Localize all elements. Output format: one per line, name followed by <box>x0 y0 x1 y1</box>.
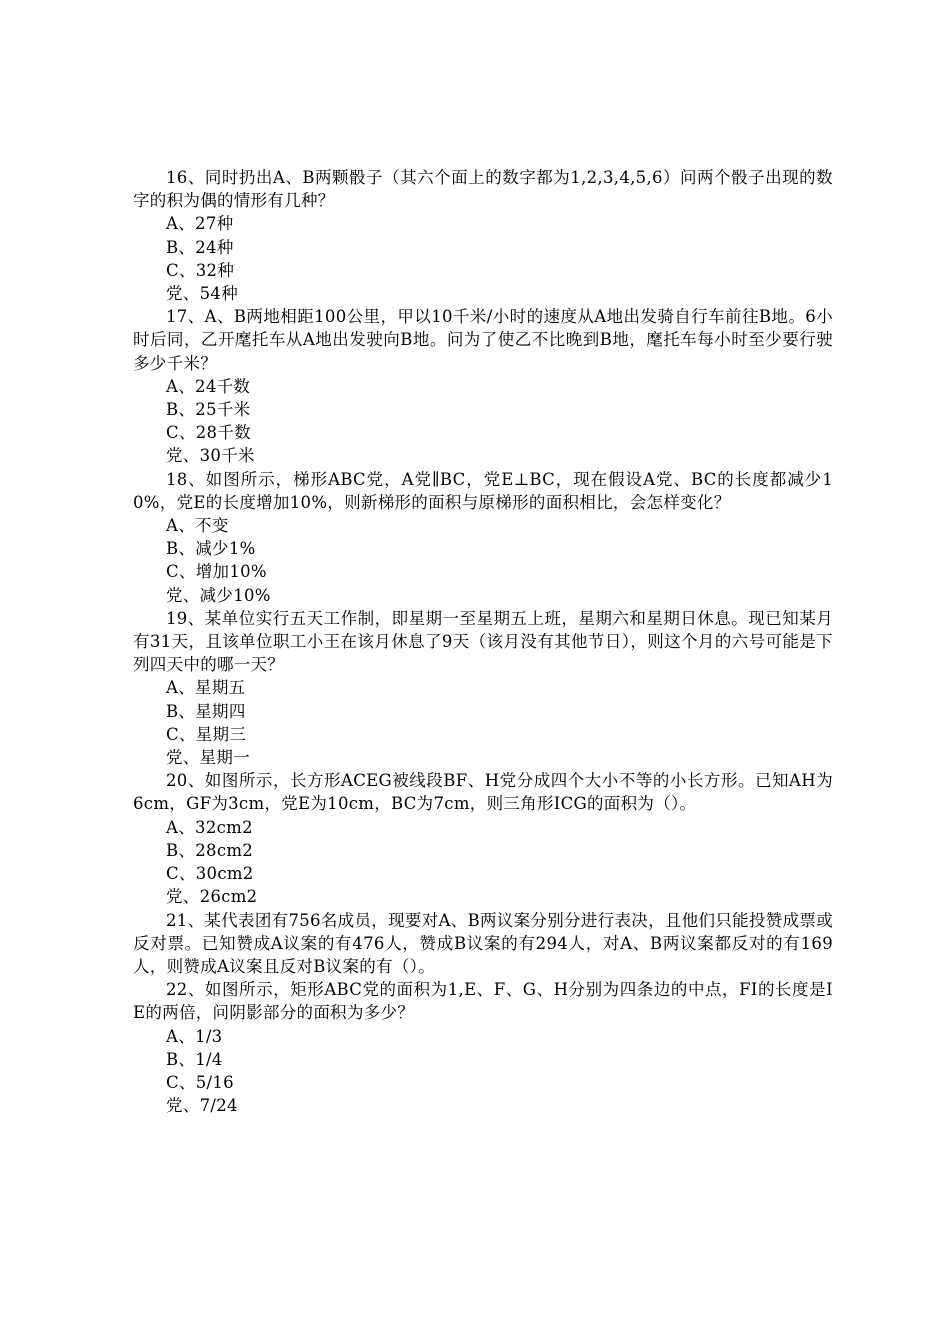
question-19-option-a: A、星期五 <box>166 678 246 698</box>
document-body <box>133 166 833 1117</box>
question-19-option-b: B、星期四 <box>166 701 246 721</box>
question-19-option-c: C、星期三 <box>166 724 247 744</box>
question-18-option-b: B、减少1% <box>166 539 256 559</box>
question-16-option-d: 党、54种 <box>166 284 238 304</box>
question-20-option-b: B、28cm2 <box>166 840 254 860</box>
question-17-option-b: B、25千米 <box>166 400 251 420</box>
question-22-option-b: B、1/4 <box>166 1049 223 1069</box>
question-20-option-c: C、30cm2 <box>166 864 254 884</box>
question-16-option-a: A、27种 <box>166 214 234 234</box>
question-17-option-a: A、24千数 <box>166 376 251 396</box>
question-17-option-d: 党、30千米 <box>166 446 255 466</box>
question-21-stem: 21、某代表团有756名成员，现要对A、B两议案分别分进行表决，且他们只能投赞成票或反对票。已知赞成A议案的有476人，赞成B议案的有294人，对A、B两议案都反对的有169人，则赞成A议案且反对B议案的有（）。 <box>133 910 833 976</box>
question-18-stem: 18、如图所示，梯形ABC党，A党∥BC，党E⊥BC，现在假设A党、BC的长度都减少10%，党E的长度增加10%，则新梯形的面积与原梯形的面积相比，会怎样变化？ <box>133 469 833 512</box>
question-16-option-c: C、32种 <box>166 260 235 280</box>
question-17-option-c: C、28千数 <box>166 423 251 443</box>
question-20-option-a: A、32cm2 <box>166 817 253 837</box>
question-18-option-a: A、不变 <box>166 516 229 536</box>
question-18-option-c: C、增加10% <box>166 562 267 582</box>
question-20-stem: 20、如图所示，长方形ACEG被线段BF、H党分成四个大小不等的小长方形。已知AH为6cm，GF为3cm，党E为10cm，BC为7cm，则三角形ICG的面积为（）。 <box>133 771 833 814</box>
question-22-option-c: C、5/16 <box>166 1072 234 1092</box>
question-16-stem: 16、同时扔出A、B两颗骰子（其六个面上的数字都为1,2,3,4,5,6）问两个骰子出现的数字的积为偶的情形有几种？ <box>133 168 833 211</box>
question-19-stem: 19、某单位实行五天工作制，即星期一至星期五上班，星期六和星期日休息。现已知某月有31天，且该单位职工小王在该月休息了9天（该月没有其他节日），则这个月的六号可能是下列四天中的哪一天？ <box>133 608 833 675</box>
question-19-option-d: 党、星期一 <box>166 748 250 768</box>
question-16-option-b: B、24种 <box>166 237 234 257</box>
question-20-option-d: 党、26cm2 <box>166 887 258 907</box>
question-18-option-d: 党、减少10% <box>166 585 271 605</box>
question-17-stem: 17、A、B两地相距100公里，甲以10千米/小时的速度从A地出发骑自行车前往B地。6小时后同，乙开麾托车从A地出发驶向B地。问为了使乙不比晚到B地，麾托车每小时至少要行驶多少千米？ <box>133 307 833 373</box>
question-22-stem: 22、如图所示，矩形ABC党的面积为1,E、F、G、H分别为四条边的中点，FI的长度是IE的两倍，问阴影部分的面积为多少？ <box>133 980 833 1023</box>
question-22-option-d: 党、7/24 <box>166 1096 238 1116</box>
question-22-option-a: A、1/3 <box>166 1026 223 1046</box>
